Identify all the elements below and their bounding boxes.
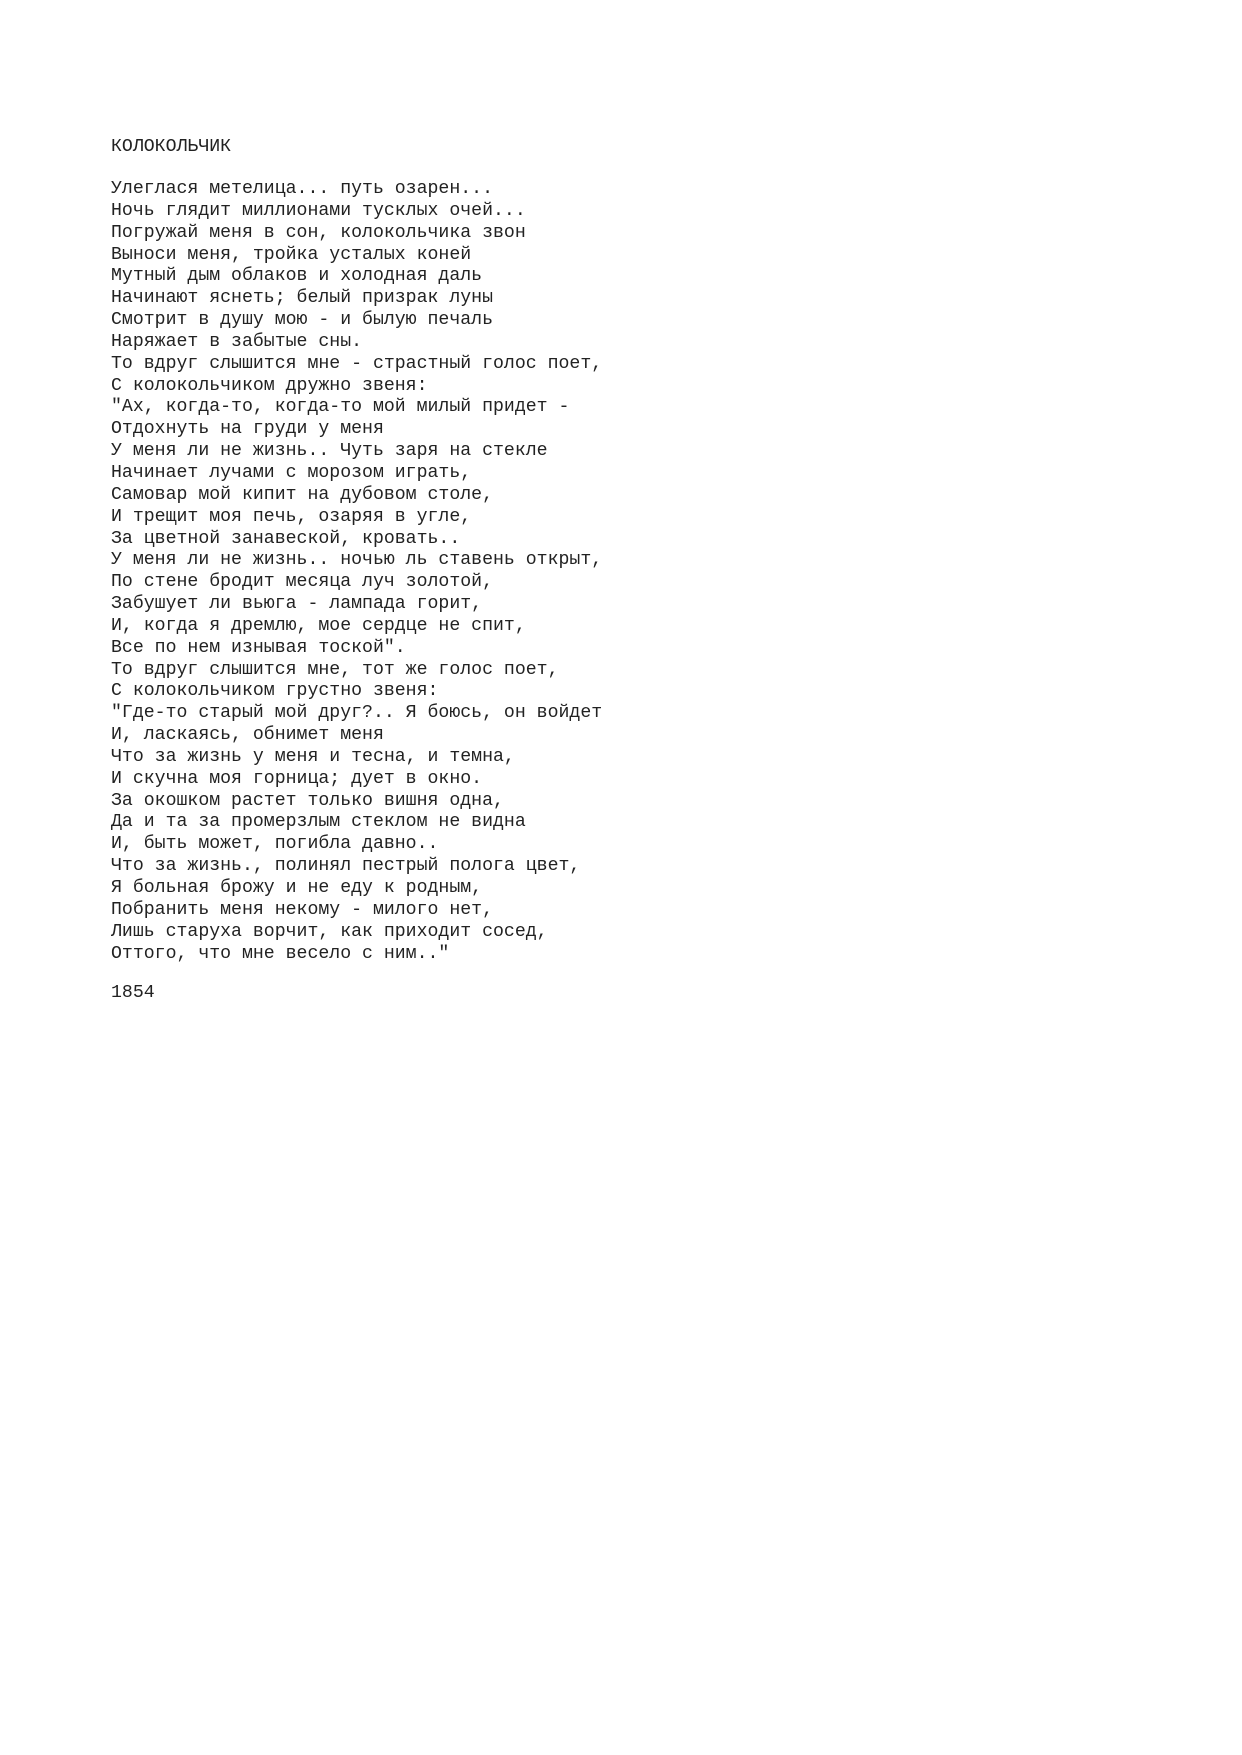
poem-line: И, когда я дремлю, мое сердце не спит, xyxy=(111,615,526,636)
poem-line: За цветной занавеской, кровать.. xyxy=(111,528,461,549)
poem-line: Выноси меня, тройка усталых коней xyxy=(111,244,472,265)
poem-line: По стене бродит месяца луч золотой, xyxy=(111,572,493,593)
poem-line: Улеглася метелица... путь озарен... xyxy=(111,179,493,199)
poem-title: КОЛОКОЛЬЧИК xyxy=(111,137,232,157)
poem-line: У меня ли не жизнь.. ночью ль ставень открыт, xyxy=(111,550,603,571)
poem-line: То вдруг слышится мне, тот же голос поет, xyxy=(111,659,559,680)
poem-line: Я больная брожу и не еду к родным, xyxy=(111,878,483,898)
poem-line: Что за жизнь., полинял пестрый полога цвет, xyxy=(111,856,581,877)
poem-line: Что за жизнь у меня и тесна, и темна, xyxy=(111,746,515,767)
poem-line: Все по нем изнывая тоской". xyxy=(111,637,406,658)
poem-line: То вдруг слышится мне - страстный голос поет, xyxy=(111,353,603,374)
poem-line: И трещит моя печь, озаряя в угле, xyxy=(111,506,472,527)
poem-line: Начинает лучами с морозом играть, xyxy=(111,462,472,483)
poem-line: Смотрит в душу мою - и былую печаль xyxy=(111,310,493,331)
poem-line: Самовар мой кипит на дубовом столе, xyxy=(111,484,493,505)
poem-line: Погружай меня в сон, колокольчика звон xyxy=(111,222,526,243)
poem-line: Лишь старуха ворчит, как приходит сосед, xyxy=(111,921,548,942)
poem-line: Мутный дым облаков и холодная даль xyxy=(111,266,483,287)
poem-line: С колокольчиком грустно звеня: xyxy=(111,681,439,702)
poem-line: У меня ли не жизнь.. Чуть заря на стекле xyxy=(111,441,548,462)
poem-year: 1854 xyxy=(111,983,155,1003)
poem-line: И скучна моя горница; дует в окно. xyxy=(111,768,483,789)
poem-line: Начинают яснеть; белый призрак луны xyxy=(111,288,493,309)
poem-line: Наряжает в забытые сны. xyxy=(111,331,363,352)
poem-line: Оттого, что мне весело с ним.." xyxy=(111,943,450,964)
poem-line: Отдохнуть на груди у меня xyxy=(111,419,384,440)
poem-line: "Ах, когда-то, когда-то мой милый придет - xyxy=(111,397,570,418)
poem-line: "Где-то старый мой друг?.. Я боюсь, он войдет xyxy=(111,703,603,724)
poem-line: И, ласкаясь, обнимет меня xyxy=(111,725,384,746)
poem-line: С колокольчиком дружно звеня: xyxy=(111,375,428,396)
poem-line: Забушует ли вьюга - лампада горит, xyxy=(111,594,483,615)
poem-line: За окошком растет только вишня одна, xyxy=(111,790,504,811)
poem-line: Ночь глядит миллионами тусклых очей... xyxy=(111,200,526,221)
poem-body xyxy=(111,179,602,965)
poem-line: Да и та за промерзлым стеклом не видна xyxy=(111,812,526,833)
poem-line: И, быть может, погибла давно.. xyxy=(111,834,439,855)
poem-line: Побранить меня некому - милого нет, xyxy=(111,899,493,920)
